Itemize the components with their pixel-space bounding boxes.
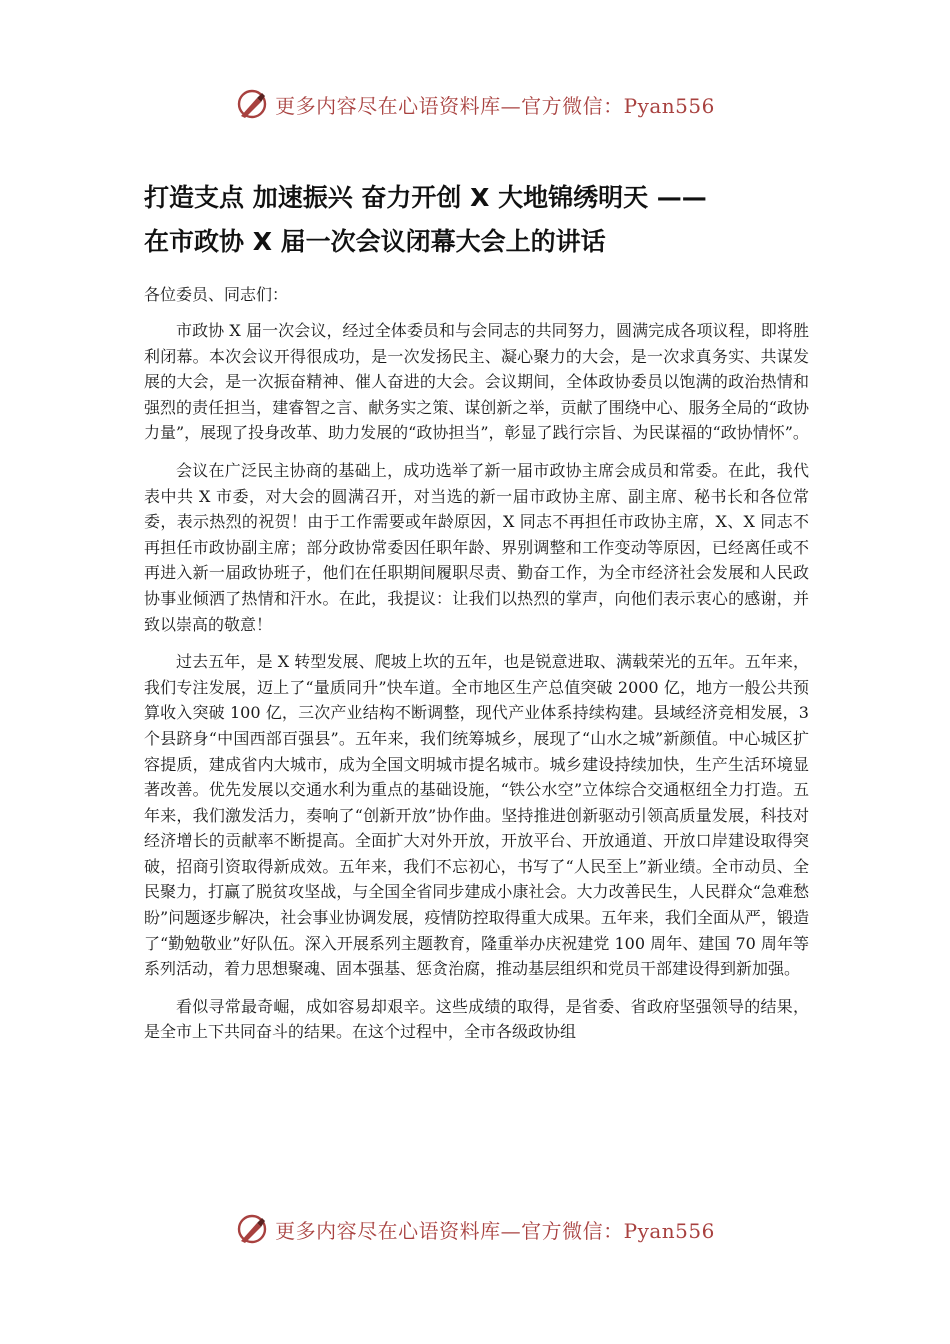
watermark-text: 更多内容尽在心语资料库—官方微信：Pyan556 — [275, 93, 715, 118]
watermark-text: 更多内容尽在心语资料库—官方微信：Pyan556 — [275, 1218, 715, 1243]
document-title — [144, 176, 824, 264]
pen-logo-icon — [235, 1212, 269, 1246]
paragraph: 市政协 X 届一次会议，经过全体委员和与会同志的共同努力，圆满完成各项议程，即将胜利闭幕。本次会议开得很成功，是一次发扬民主、凝心聚力的大会，是一次求真务实、共谋发展的大会，是一次振奋精神、催人奋进的大会。会议期间，全体政协委员以饱满的政治热情和强烈的责任担当，建睿智之言、献务实之策、谋创新之举，贡献了围绕中心、服务全局的“政协力量”，展现了投身改革、助力发展的“政协担当”，彰显了践行宗旨、为民谋福的“政协情怀”。 — [144, 321, 809, 443]
header-watermark-banner — [0, 84, 950, 124]
speech-body — [144, 318, 809, 1057]
salutation: 各位委员、同志们： — [144, 285, 289, 304]
paragraph: 看似寻常最奇崛，成如容易却艰辛。这些成绩的取得，是省委、省政府坚强领导的结果，是全市上下共同奋斗的结果。在这个过程中，全市各级政协组 — [144, 996, 809, 1042]
paragraph: 会议在广泛民主协商的基础上，成功选举了新一届市政协主席会成员和常委。在此，我代表中共 X 市委，对大会的圆满召开，对当选的新一届市政协主席、副主席、秘书长和各位常委，表示热烈的祝贺！由于工作需要或年龄原因，X 同志不再担任市政协主席，X、X 同志不再担任市政协副主席；部分政协常委因任职年龄、界别调整和工作变动等原因，已经离任或不再进入新一届政协班子，他们在任职期间履职尽责、勤奋工作，为全市经济社会发展和人民政协事业倾洒了热情和汗水。在此，我提议：让我们以热烈的掌声，向他们表示衷心的感谢，并致以崇高的敬意！ — [144, 460, 809, 634]
title-line-1: 打造支点 加速振兴 奋力开创 X 大地锦绣明天 —— — [144, 183, 707, 212]
pen-logo-icon — [235, 87, 269, 121]
paragraph: 过去五年，是 X 转型发展、爬坡上坎的五年，也是锐意进取、满载荣光的五年。五年来，我们专注发展，迈上了“量质同升”快车道。全市地区生产总值突破 2000 亿，地方一般公共预算收入突破 100 亿，三次产业结构不断调整，现代产业体系持续构建。县域经济竞相发展，3 个县跻身“中国西部百强县”。五年来，我们统筹城乡，展现了“山水之城”新颜值。中心城区扩容提质，建成省内大城市，成为全国文明城市提名城市。城乡建设持续加快，生产生活环境显著改善。优先发展以交通水利为重点的基础设施，“铁公水空”立体综合交通枢纽全力打造。五年来，我们激发活力，奏响了“创新开放”协作曲。坚持推进创新驱动引领高质量发展，科技对经济增长的贡献率不断提高。全面扩大对外开放，开放平台、开放通道、开放口岸建设取得突破，招商引资取得新成效。五年来，我们不忘初心，书写了“人民至上”新业绩。全市动员、全民聚力，打赢了脱贫攻坚战，与全国全省同步建成小康社会。大力改善民生，人民群众“急难愁盼”问题逐步解决，社会事业协调发展，疫情防控取得重大成果。五年来，我们全面从严，锻造了“勤勉敬业”好队伍。深入开展系列主题教育，隆重举办庆祝建党 100 周年、建国 70 周年等系列活动，着力思想聚魂、固本强基、惩贪治腐，推动基层组织和党员干部建设得到新加强。 — [144, 652, 809, 979]
footer-watermark-banner — [0, 1209, 950, 1249]
title-line-2: 在市政协 X 届一次会议闭幕大会上的讲话 — [144, 227, 606, 256]
